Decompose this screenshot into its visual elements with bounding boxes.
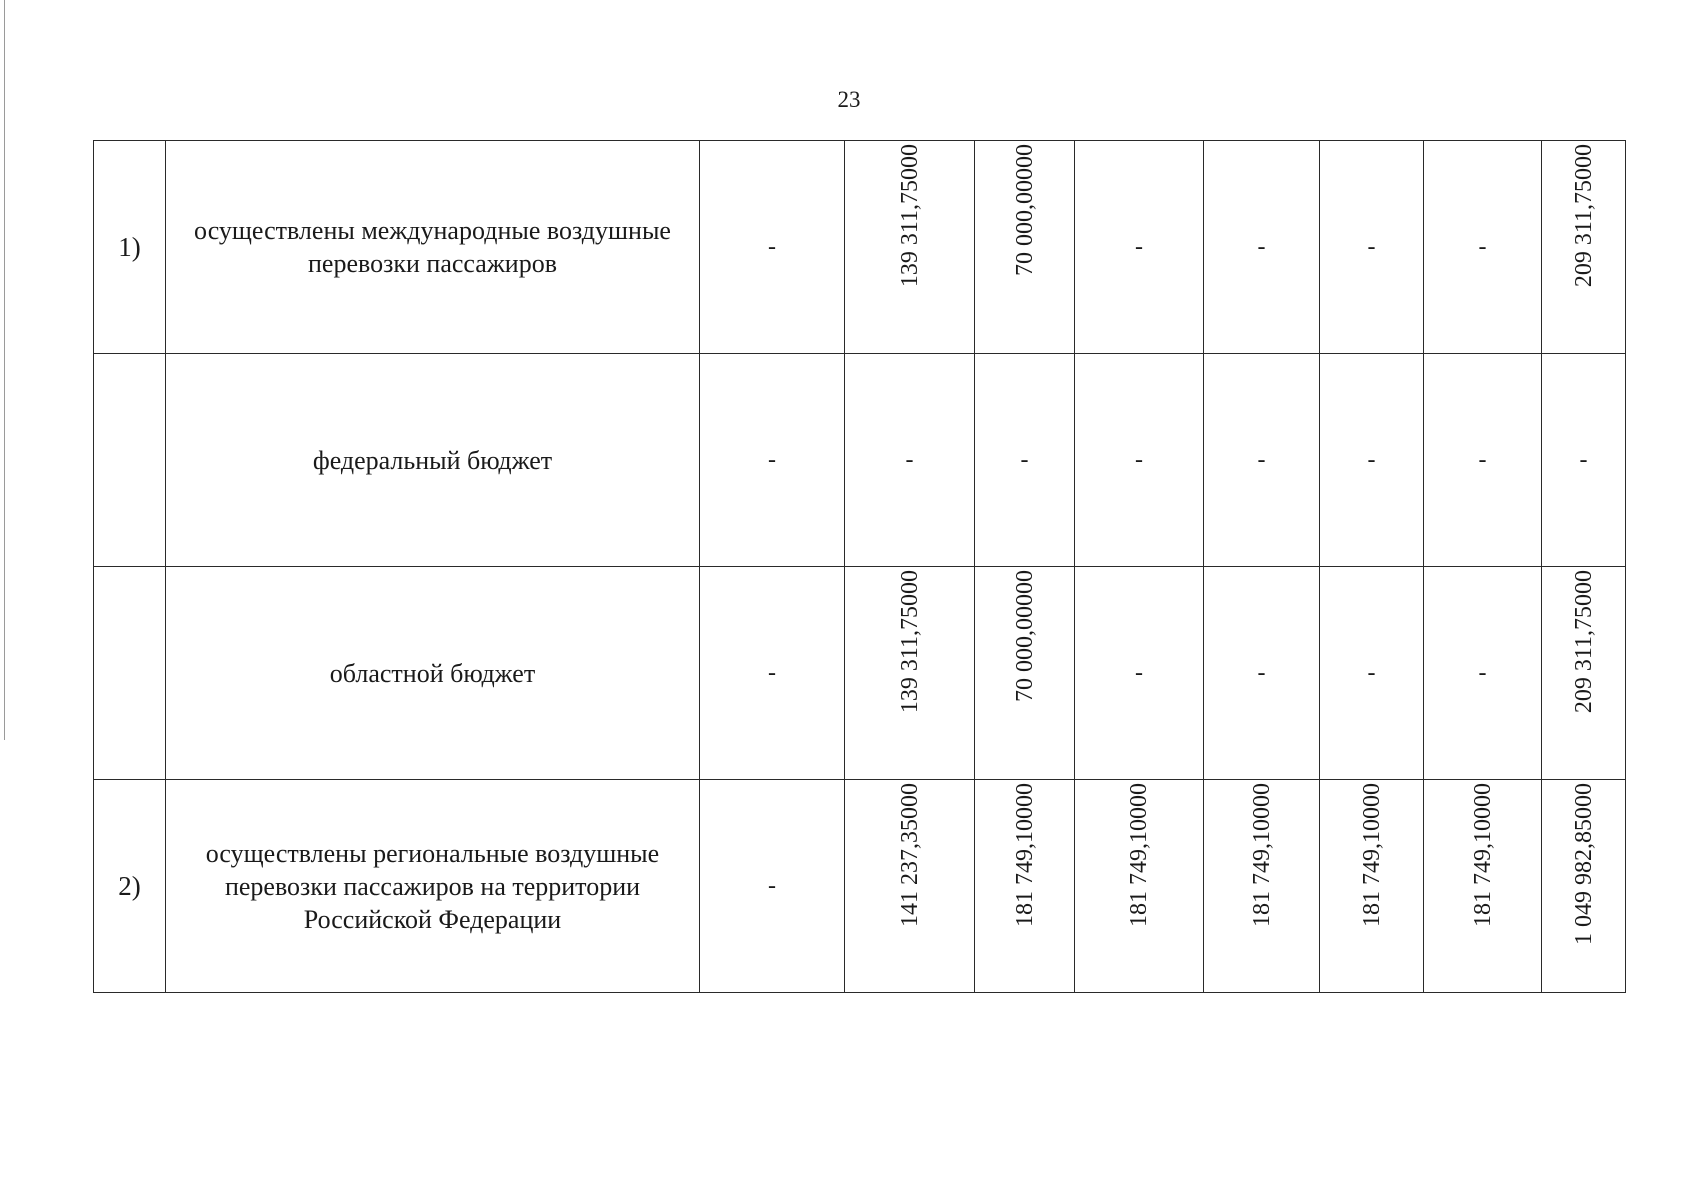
- page-number: 23: [837, 87, 861, 112]
- table-row: [94, 567, 1626, 780]
- cell-total: [1542, 567, 1626, 780]
- cell-value-1: [845, 354, 975, 567]
- total-text: 1 049 982,85000: [1570, 783, 1597, 945]
- cell-value-2: [975, 354, 1075, 567]
- value-text: -: [1135, 234, 1143, 260]
- cell-total: [1542, 354, 1626, 567]
- cell-value-4: [1204, 780, 1320, 993]
- cell-col-3: -: [700, 780, 845, 993]
- value-text: 181 749,10000: [1011, 783, 1038, 927]
- value-text: 181 749,10000: [1126, 783, 1152, 927]
- row-number: [94, 567, 166, 780]
- value-text: 70 000,00000: [1011, 570, 1038, 702]
- budget-table: [93, 140, 1626, 993]
- value-text: 181 749,10000: [1358, 783, 1385, 927]
- row-name: областной бюджет: [166, 567, 700, 780]
- value-text: 181 749,10000: [1248, 783, 1275, 927]
- value-text: -: [1020, 447, 1029, 473]
- value-text: -: [1478, 447, 1487, 473]
- cell-value-3: [1075, 141, 1204, 354]
- value-text: 70 000,00000: [1011, 144, 1038, 276]
- cell-value-6: [1424, 567, 1542, 780]
- cell-value-3: [1075, 354, 1204, 567]
- cell-value-6: [1424, 354, 1542, 567]
- cell-value-1: [845, 141, 975, 354]
- cell-value-4: [1204, 354, 1320, 567]
- table-row: [94, 354, 1626, 567]
- value-text: -: [1257, 660, 1266, 686]
- cell-value-1: [845, 567, 975, 780]
- cell-col-3: -: [700, 567, 845, 780]
- cell-value-5: [1320, 567, 1424, 780]
- cell-value-5: [1320, 780, 1424, 993]
- value-text: 139 311,75000: [896, 570, 923, 714]
- cell-value-3: [1075, 567, 1204, 780]
- row-number: 2): [94, 780, 166, 993]
- cell-total: [1542, 780, 1626, 993]
- row-number: 1): [94, 141, 166, 354]
- cell-value-2: [975, 780, 1075, 993]
- value-text: -: [1135, 447, 1143, 473]
- cell-value-6: [1424, 141, 1542, 354]
- cell-value-2: [975, 567, 1075, 780]
- cell-value-5: [1320, 141, 1424, 354]
- cell-value-1: [845, 780, 975, 993]
- row-number: [94, 354, 166, 567]
- cell-total: [1542, 141, 1626, 354]
- value-text: -: [1367, 234, 1376, 260]
- value-text: 139 311,75000: [896, 144, 923, 288]
- value-text: -: [1478, 234, 1487, 260]
- value-text: 181 749,10000: [1469, 783, 1496, 927]
- value-text: -: [1367, 447, 1376, 473]
- value-text: -: [1257, 447, 1266, 473]
- row-name: осуществлены региональные воздушные перевозки пассажиров на территории Российской Федерации: [166, 780, 700, 993]
- cell-value-5: [1320, 354, 1424, 567]
- table-row: [94, 780, 1626, 993]
- value-text: 141 237,35000: [896, 783, 923, 927]
- total-text: 209 311,75000: [1570, 144, 1597, 288]
- value-text: -: [1257, 234, 1266, 260]
- table-row: [94, 141, 1626, 354]
- cell-value-4: [1204, 567, 1320, 780]
- row-name: осуществлены международные воздушные перевозки пассажиров: [166, 141, 700, 354]
- cell-col-3: -: [700, 354, 845, 567]
- value-text: -: [905, 447, 914, 473]
- cell-value-3: [1075, 780, 1204, 993]
- cell-value-6: [1424, 780, 1542, 993]
- value-text: -: [1135, 660, 1143, 686]
- row-name: федеральный бюджет: [166, 354, 700, 567]
- value-text: -: [1478, 660, 1487, 686]
- cell-value-4: [1204, 141, 1320, 354]
- cell-col-3: -: [700, 141, 845, 354]
- total-text: 209 311,75000: [1570, 570, 1597, 714]
- total-text: -: [1579, 447, 1588, 473]
- cell-value-2: [975, 141, 1075, 354]
- value-text: -: [1367, 660, 1376, 686]
